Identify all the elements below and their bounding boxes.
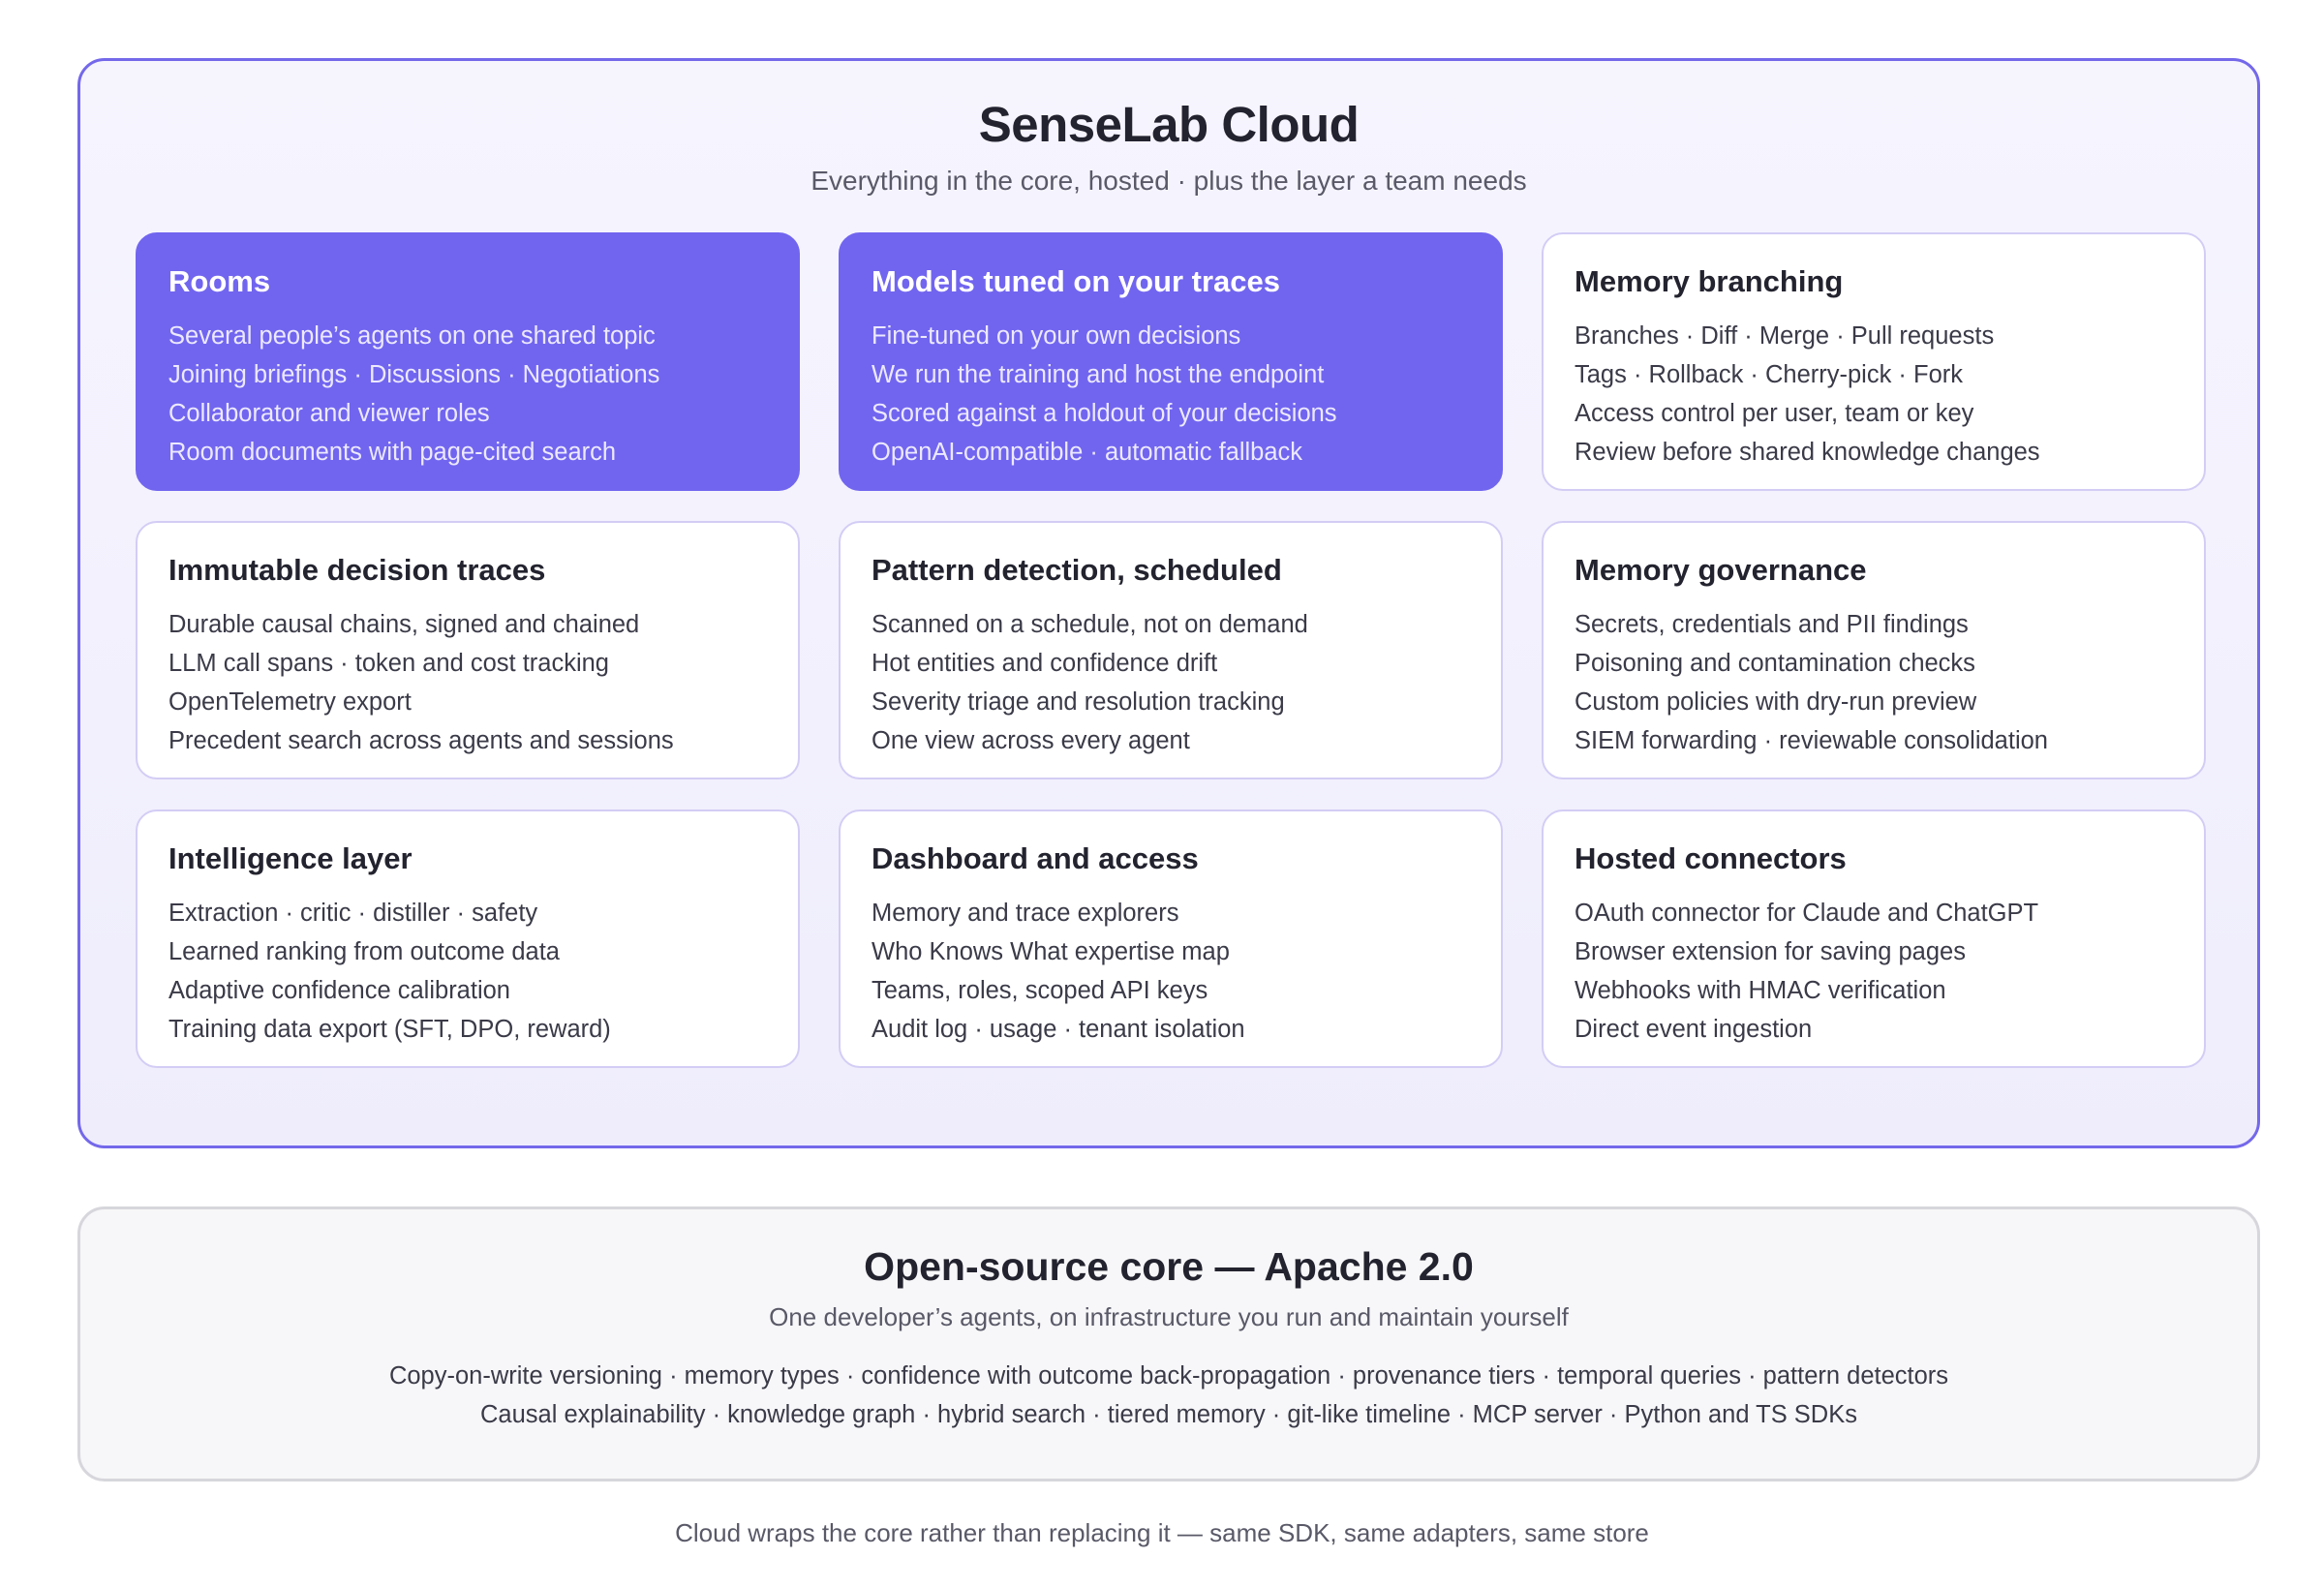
feature-card-title: Intelligence layer	[168, 841, 413, 875]
feature-card-list	[872, 317, 1470, 472]
feature-card-line: Audit log · usage · tenant isolation	[872, 1016, 1245, 1044]
feature-card-line: Tags · Rollback · Cherry-pick · Fork	[1575, 361, 1963, 389]
feature-card-line: Several people’s agents on one shared topic	[168, 322, 656, 351]
feature-card-line: Room documents with page-cited search	[168, 439, 617, 467]
feature-card-line: Adaptive confidence calibration	[168, 977, 510, 1005]
feature-card-list	[1575, 317, 2173, 472]
core-panel	[77, 1206, 2260, 1481]
footer-note: Cloud wraps the core rather than replacing it — same SDK, same adapters, same store	[675, 1518, 1649, 1547]
feature-card-title: Pattern detection, scheduled	[872, 553, 1282, 587]
feature-card-line: Browser extension for saving pages	[1575, 938, 1966, 966]
feature-card-line: Teams, roles, scoped API keys	[872, 977, 1208, 1005]
feature-card-line: Custom policies with dry-run preview	[1575, 688, 1977, 717]
feature-card-line: Branches · Diff · Merge · Pull requests	[1575, 322, 1995, 351]
feature-card-line: Precedent search across agents and sessions	[168, 727, 674, 755]
core-subtitle: One developer’s agents, on infrastructure you run and maintain yourself	[769, 1302, 1569, 1331]
feature-card-list	[1575, 894, 2173, 1049]
feature-card-list	[168, 605, 767, 760]
feature-card-line: Severity triage and resolution tracking	[872, 688, 1285, 717]
feature-card-line: OpenAI-compatible · automatic fallback	[872, 439, 1303, 467]
feature-card-line: LLM call spans · token and cost tracking	[168, 650, 609, 678]
feature-card	[839, 809, 1503, 1068]
feature-card-line: We run the training and host the endpoint	[872, 361, 1325, 389]
feature-card-list	[1575, 605, 2173, 760]
feature-card-line: Direct event ingestion	[1575, 1016, 1813, 1044]
feature-card-title: Rooms	[168, 264, 271, 298]
feature-card-line: Learned ranking from outcome data	[168, 938, 560, 966]
feature-card-list	[168, 317, 767, 472]
core-title: Open-source core — Apache 2.0	[864, 1244, 1474, 1289]
feature-card-line: One view across every agent	[872, 727, 1190, 755]
core-feature-line: Copy-on-write versioning · memory types · confidence with outcome back-propagation · provenance tiers · temporal queries · pattern detectors	[388, 1362, 1949, 1390]
feature-card-line: Joining briefings · Discussions · Negotiations	[168, 361, 660, 389]
feature-card-line: SIEM forwarding · reviewable consolidation	[1575, 727, 2048, 755]
feature-card	[1542, 232, 2206, 491]
feature-card-line: Who Knows What expertise map	[872, 938, 1230, 966]
feature-card-line: Poisoning and contamination checks	[1575, 650, 1975, 678]
feature-card-list	[872, 894, 1470, 1049]
feature-card-line: OAuth connector for Claude and ChatGPT	[1575, 900, 2039, 928]
feature-card	[839, 521, 1503, 779]
cloud-title: SenseLab Cloud	[978, 97, 1360, 152]
feature-card-title: Memory governance	[1575, 553, 1867, 587]
feature-card-line: Training data export (SFT, DPO, reward)	[168, 1016, 611, 1044]
feature-card-line: Collaborator and viewer roles	[168, 400, 490, 428]
feature-card-list	[872, 605, 1470, 760]
feature-card	[136, 521, 800, 779]
feature-card-line: OpenTelemetry export	[168, 688, 412, 717]
feature-card-title: Dashboard and access	[872, 841, 1199, 875]
cloud-subtitle: Everything in the core, hosted · plus the layer a team needs	[810, 166, 1527, 196]
feature-card-title: Memory branching	[1575, 264, 1844, 298]
feature-card-list	[168, 894, 767, 1049]
feature-card	[136, 809, 800, 1068]
feature-card-title: Immutable decision traces	[168, 553, 546, 587]
feature-card-line: Memory and trace explorers	[872, 900, 1179, 928]
feature-card-line: Scanned on a schedule, not on demand	[872, 611, 1308, 639]
feature-card-line: Fine-tuned on your own decisions	[872, 322, 1241, 351]
feature-card-line: Scored against a holdout of your decisions	[872, 400, 1337, 428]
feature-card	[1542, 521, 2206, 779]
feature-card	[136, 232, 800, 491]
feature-card-line: Durable causal chains, signed and chained	[168, 611, 640, 639]
core-feature-list	[80, 1357, 2257, 1434]
feature-card	[1542, 809, 2206, 1068]
feature-grid	[136, 232, 2206, 1068]
feature-card-line: Hot entities and confidence drift	[872, 650, 1218, 678]
feature-card-line: Secrets, credentials and PII findings	[1575, 611, 1969, 639]
feature-card-title: Hosted connectors	[1575, 841, 1847, 875]
cloud-panel	[77, 58, 2260, 1148]
feature-card	[839, 232, 1503, 491]
feature-card-line: Extraction · critic · distiller · safety	[168, 900, 538, 928]
feature-card-line: Access control per user, team or key	[1575, 400, 1974, 428]
feature-card-line: Review before shared knowledge changes	[1575, 439, 2040, 467]
feature-card-title: Models tuned on your traces	[872, 264, 1281, 298]
core-feature-line: Causal explainability · knowledge graph · hybrid search · tiered memory · git-like timeline · MCP server · Python and TS SDKs	[480, 1401, 1857, 1428]
feature-card-line: Webhooks with HMAC verification	[1575, 977, 1946, 1005]
